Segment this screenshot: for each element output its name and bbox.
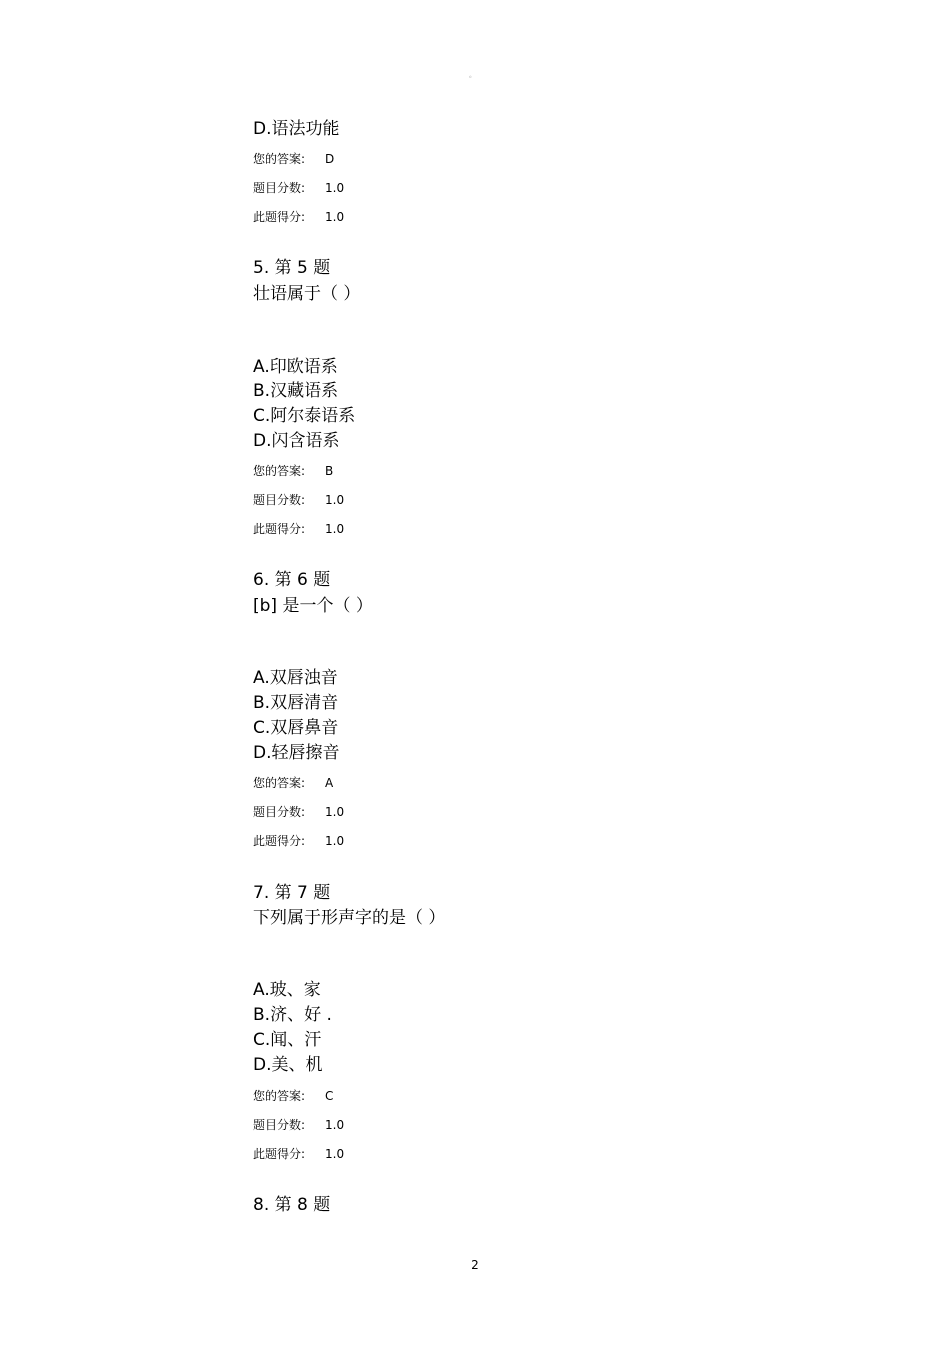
question-score-value: 1.0 bbox=[325, 493, 345, 507]
option-b: B.济、好 . bbox=[253, 1005, 332, 1025]
your-answer-label: 您的答案: bbox=[253, 464, 306, 478]
question-score-label: 题目分数: bbox=[253, 493, 306, 507]
prev-question-score-row bbox=[253, 180, 344, 196]
your-answer-label: 您的答案: bbox=[253, 1089, 306, 1103]
question-score-label: 题目分数: bbox=[253, 1118, 306, 1132]
question-score-row bbox=[253, 492, 344, 508]
prev-earned-score-row bbox=[253, 209, 344, 225]
question-stem: 下列属于形声字的是（ ） bbox=[253, 908, 446, 928]
earned-score-label: 此题得分: bbox=[253, 1147, 306, 1161]
option-a: A.印欧语系 bbox=[253, 357, 338, 377]
question-score-row bbox=[253, 1117, 344, 1133]
question-score-value: 1.0 bbox=[325, 1118, 345, 1132]
earned-score-row bbox=[253, 833, 344, 849]
page-number: 2 bbox=[471, 1258, 479, 1272]
your-answer-label: 您的答案: bbox=[253, 152, 306, 166]
earned-score-row bbox=[253, 521, 344, 537]
question-score-label: 题目分数: bbox=[253, 805, 306, 819]
prev-your-answer-row bbox=[253, 151, 334, 167]
option-b: B.双唇清音 bbox=[253, 693, 339, 713]
option-c: C.双唇鼻音 bbox=[253, 718, 339, 738]
question-heading: 6. 第 6 题 bbox=[253, 570, 331, 590]
question-stem: [b] 是一个（ ） bbox=[253, 596, 373, 616]
question-heading: 5. 第 5 题 bbox=[253, 258, 331, 278]
question-stem: 壮语属于（ ） bbox=[253, 284, 361, 304]
your-answer-value: C bbox=[325, 1089, 334, 1103]
earned-score-label: 此题得分: bbox=[253, 210, 306, 224]
prev-option-d: D.语法功能 bbox=[253, 119, 340, 139]
earned-score-label: 此题得分: bbox=[253, 522, 306, 536]
earned-score-value: 1.0 bbox=[325, 210, 345, 224]
question-score-value: 1.0 bbox=[325, 181, 345, 195]
question-heading: 7. 第 7 题 bbox=[253, 883, 331, 903]
earned-score-row bbox=[253, 1146, 344, 1162]
your-answer-label: 您的答案: bbox=[253, 776, 306, 790]
option-d: D.美、机 bbox=[253, 1055, 323, 1075]
question-score-row bbox=[253, 804, 344, 820]
question-score-value: 1.0 bbox=[325, 805, 345, 819]
option-d: D.轻唇擦音 bbox=[253, 743, 340, 763]
earned-score-label: 此题得分: bbox=[253, 834, 306, 848]
your-answer-value: A bbox=[325, 776, 334, 790]
your-answer-value: D bbox=[325, 152, 335, 166]
option-c: C.阿尔泰语系 bbox=[253, 406, 356, 426]
question-heading: 8. 第 8 题 bbox=[253, 1195, 331, 1215]
option-d: D.闪含语系 bbox=[253, 431, 340, 451]
earned-score-value: 1.0 bbox=[325, 1147, 345, 1161]
option-b: B.汉藏语系 bbox=[253, 381, 339, 401]
option-a: A.玻、家 bbox=[253, 980, 321, 1000]
your-answer-value: B bbox=[325, 464, 334, 478]
earned-score-value: 1.0 bbox=[325, 522, 345, 536]
option-a: A.双唇浊音 bbox=[253, 668, 338, 688]
option-c: C.闻、汗 bbox=[253, 1030, 322, 1050]
question-score-label: 题目分数: bbox=[253, 181, 306, 195]
your-answer-row bbox=[253, 463, 333, 479]
header-mark: 。 bbox=[469, 71, 476, 79]
earned-score-value: 1.0 bbox=[325, 834, 345, 848]
your-answer-row bbox=[253, 775, 333, 791]
your-answer-row bbox=[253, 1088, 333, 1104]
